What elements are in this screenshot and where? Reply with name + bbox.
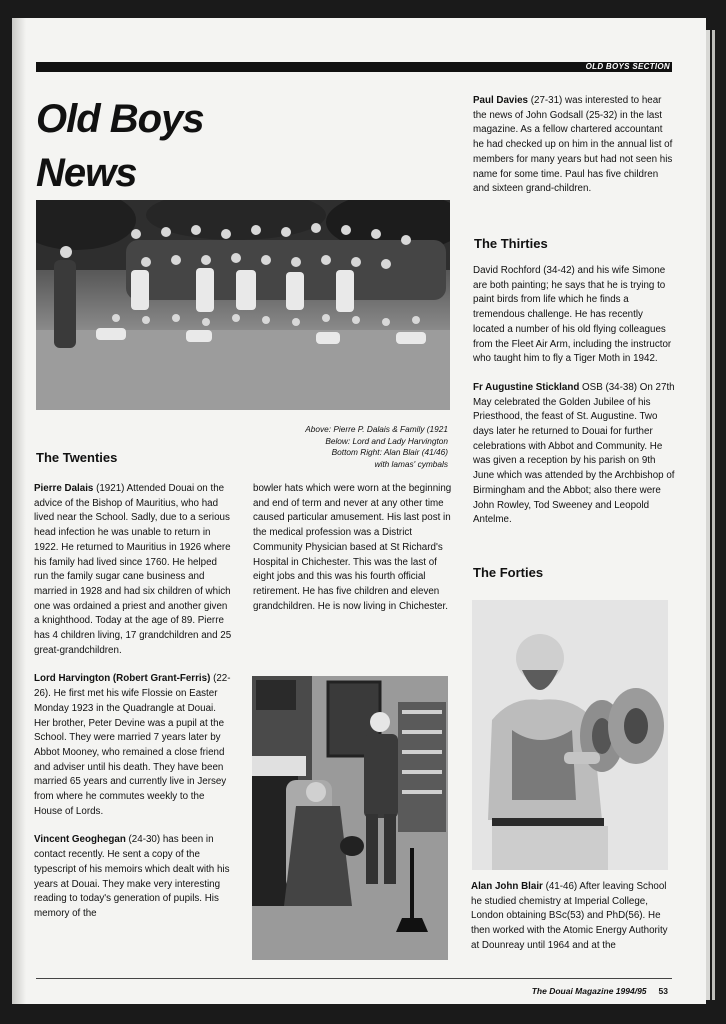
entry-geoghegan: Vincent Geoghegan (24-30) has been in contact recently. He sent a copy of the typescript of his memoirs which dealt with his years at Douai. They make very interesting reading to today's generation of pupils. His memory of the (34, 834, 230, 919)
page-number: 53 (658, 986, 668, 996)
entry-harvington: Lord Harvington (Robert Grant-Ferris) (22-26). He first met his wife Flossie on Easter Monday 1923 in the Quadrangle at Douai. Her brother, Peter Devine was a pupil at the School. They were married 7 years later by Abbot Mooney, who remained a close friend and adviser until his death. They have been married 65 years and currently live in Jersey from where he commutes weekly to the House of Lords. (34, 673, 231, 817)
section-label: OLD BOYS SECTION (585, 62, 670, 71)
page-gutter (12, 18, 26, 1004)
heading-thirties: The Thirties (474, 236, 548, 251)
blair-photo (472, 600, 668, 870)
entry-geoghegan-continued: bowler hats which were worn at the beginning and end of term and never at any other time caused particular amusement. His last post in the medical profession was a District Community Physician based at St Richard's Hospital in Chichester. This was the last of eight jobs and this was his fourth official retirement. He has five children and eleven grandchildren. He is now living in Chichester. (253, 483, 452, 612)
column-right-bottom (471, 880, 673, 968)
heading-forties: The Forties (473, 565, 544, 580)
column-right-middle (473, 264, 675, 542)
family-photo (36, 200, 450, 410)
page-title: Old Boys News (36, 97, 204, 195)
entry-blair: Alan John Blair (41-46) After leaving School he studied chemistry at Imperial College, London obtaining BSc(53) and PhD(56). He then worked with the Atomic Energy Authority at Dounreay until 1964 and at the (471, 881, 668, 951)
entry-stickland: Fr Augustine Stickland OSB (34-38) On 27th May celebrated the Golden Jubilee of his Priesthood, the feast of St. Augustine. Two days later he returned to Douai for further celebrations with Abbot and Community. He was given a reception by his parish on 9th June which was attended by the Archbishop of Birmingham and the Abbot; also there were John Rowley, Tod Sweeney and Leopold Antelme. (473, 381, 675, 526)
entry-rochford: David Rochford (34-42) and his wife Simone are both painting; he says that he is trying to paint birds from life which he finds a tremendous challenge. He has recently located a number of his old flying colleagues from the Fleet Air Arm, including the instructor who taught him to fly a Tiger Moth in 1942. (473, 265, 672, 365)
column-left (34, 482, 232, 936)
page-footer: The Douai Magazine 1994/95 53 (531, 986, 668, 996)
harvington-photo (252, 676, 448, 960)
harvington-image (252, 676, 448, 960)
entry-davies: Paul Davies (27-31) was interested to hear the news of John Godsall (25-32) in the last magazine. As a fellow chartered accountant he had checked up on him in the annual list of members for many years but had not seen his name for some time. Paul has five children and sixteen grand-children. (473, 95, 673, 195)
column-right-top (473, 94, 675, 211)
entry-dalais: Pierre Dalais (1921) Attended Douai on the advice of the Bishop of Mauritius, who had lived near the School. Sadly, due to a serious head infection he was unable to return in 1922. He returned to Mauritius in 1926 where his family had lived since 1760. He helped run the family sugar cane business and married in 1928 and had six children of which one was ordained a priest and another given a knighthood. Today at the age of 89. Pierre has 4 children living, 17 grandchildren and 25 great-grandchildren. (34, 483, 232, 656)
footer-rule (36, 978, 672, 979)
family-group-image (36, 200, 450, 410)
section-rule (36, 62, 672, 72)
page-edge (712, 30, 715, 1000)
heading-twenties: The Twenties (36, 450, 118, 465)
column-middle (253, 482, 453, 628)
photo-caption: Above: Pierre P. Dalais & Family (1921 Below: Lord and Lady Harvington Bottom Right: Alan Blair (41/46) with lamas' cymbals (305, 424, 448, 469)
blair-cymbals-image (472, 600, 668, 870)
page-edge (706, 30, 710, 1000)
